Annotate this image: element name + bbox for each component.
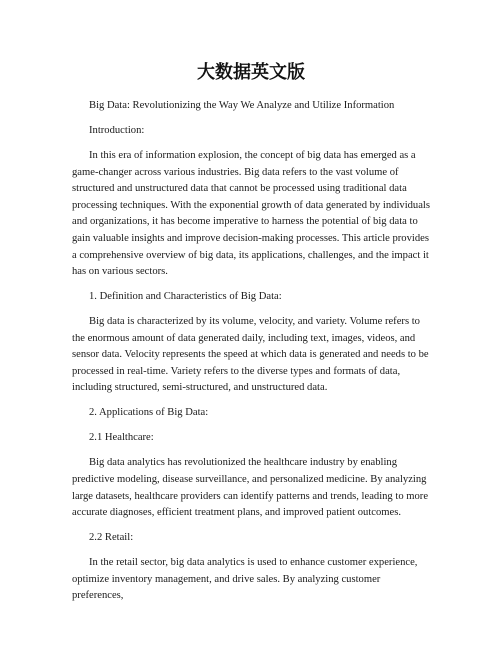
paragraph-retail: In the retail sector, big data analytics is used to enhance customer experience, optimize inventory management, and drive sales. By analyzing customer preferences, — [72, 557, 418, 602]
subsection-heading-healthcare: 2.1 Healthcare: — [89, 432, 154, 444]
paragraph-healthcare: Big data analytics has revolutionized the healthcare industry by enabling predictive modeling, disease surveillance, and personalized medicine. By analyzing large datasets, healthcare providers can identify patterns and trends, leading to more accurate diagnoses, efficient treatment plans, and improved patient outcomes. — [72, 457, 429, 519]
paragraph-introduction: In this era of information explosion, the concept of big data has emerged as a game-changer across various industries. Big data refers to the vast volume of structured and unstructured data that cannot be processed using traditional data processing techniques. With the exponential growth of data generated by individuals and organizations, it has become imperative to harness the potential of big data to gain valuable insights and improve decision-making processes. This article provides a comprehensive overview of big data, its applications, challenges, and the impact it has on various sectors. — [72, 149, 430, 278]
paragraph-definition: Big data is characterized by its volume, velocity, and variety. Volume refers to the enormous amount of data generated daily, including text, images, videos, and sensor data. Velocity represents the speed at which data is generated and needs to be processed in real-time. Variety refers to the diverse types and formats of data, including structured, semi-structured, and unstructured data. — [72, 316, 429, 394]
section-heading-applications: 2. Applications of Big Data: — [89, 407, 209, 419]
article-heading: Big Data: Revolutionizing the Way We Analyze and Utilize Information — [89, 100, 395, 111]
subsection-heading-retail: 2.2 Retail: — [89, 532, 134, 544]
document-title: 大数据英文版 — [197, 62, 305, 83]
section-heading-introduction: Introduction: — [89, 124, 145, 136]
document-body — [72, 98, 432, 613]
section-heading-definition: 1. Definition and Characteristics of Big Data: — [89, 291, 282, 303]
